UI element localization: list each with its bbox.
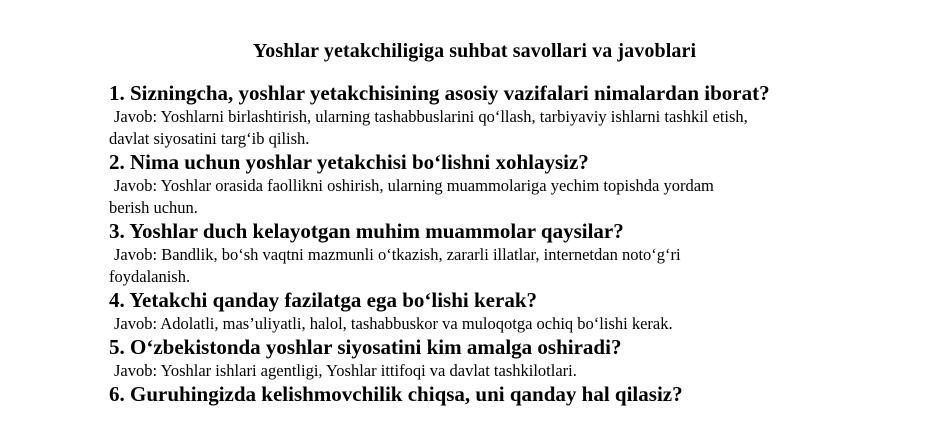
answer-1-line-1: Javob: Yoshlarni birlashtirish, ularning tashabbuslarini qo‘llash, tarbiyaviy ishlarni tashkil etish, [114,107,748,126]
answer-5-line-1: Javob: Yoshlar ishlari agentligi, Yoshlar ittifoqi va davlat tashkilotlari. [114,361,577,380]
answer-2-line-2: berish uchun. [109,198,198,217]
qa-list [109,81,909,407]
answer-1 [109,106,904,150]
answer-1-line-2: davlat siyosatini targ‘ib qilish. [109,129,310,148]
question-3: 3. Yoshlar duch kelayotgan muhim muammolar qaysilar? [109,219,624,243]
answer-4-line-1: Javob: Adolatli, mas’uliyatli, halol, tashabbuskor va muloqotga ochiq bo‘lishi kerak. [114,314,673,333]
qa-item-4 [109,288,909,335]
qa-item-1 [109,81,909,150]
qa-item-5 [109,335,909,382]
question-1: 1. Sizningcha, yoshlar yetakchisining asosiy vazifalari nimalardan iborat? [109,81,770,105]
answer-4 [109,313,904,335]
qa-item-2 [109,150,909,219]
answer-3-line-2: foydalanish. [109,267,191,286]
qa-item-3 [109,219,909,288]
qa-item-6 [109,382,909,407]
answer-3-line-1: Javob: Bandlik, bo‘sh vaqtni mazmunli o‘tkazish, zararli illatlar, internetdan noto‘g‘ri [114,245,681,264]
document-title: Yoshlar yetakchiligiga suhbat savollari va javoblari [252,40,697,62]
question-4: 4. Yetakchi qanday fazilatga ega bo‘lishi kerak? [109,288,537,312]
answer-5 [109,360,904,382]
answer-2-line-1: Javob: Yoshlar orasida faollikni oshirish, ularning muammolariga yechim topishda yordam [114,176,714,195]
answer-2 [109,175,904,219]
question-6: 6. Guruhingizda kelishmovchilik chiqsa, uni qanday hal qilasiz? [109,382,683,406]
question-5: 5. O‘zbekistonda yoshlar siyosatini kim amalga oshiradi? [109,335,622,359]
question-2: 2. Nima uchun yoshlar yetakchisi bo‘lishni xohlaysiz? [109,150,589,174]
answer-3 [109,244,904,288]
